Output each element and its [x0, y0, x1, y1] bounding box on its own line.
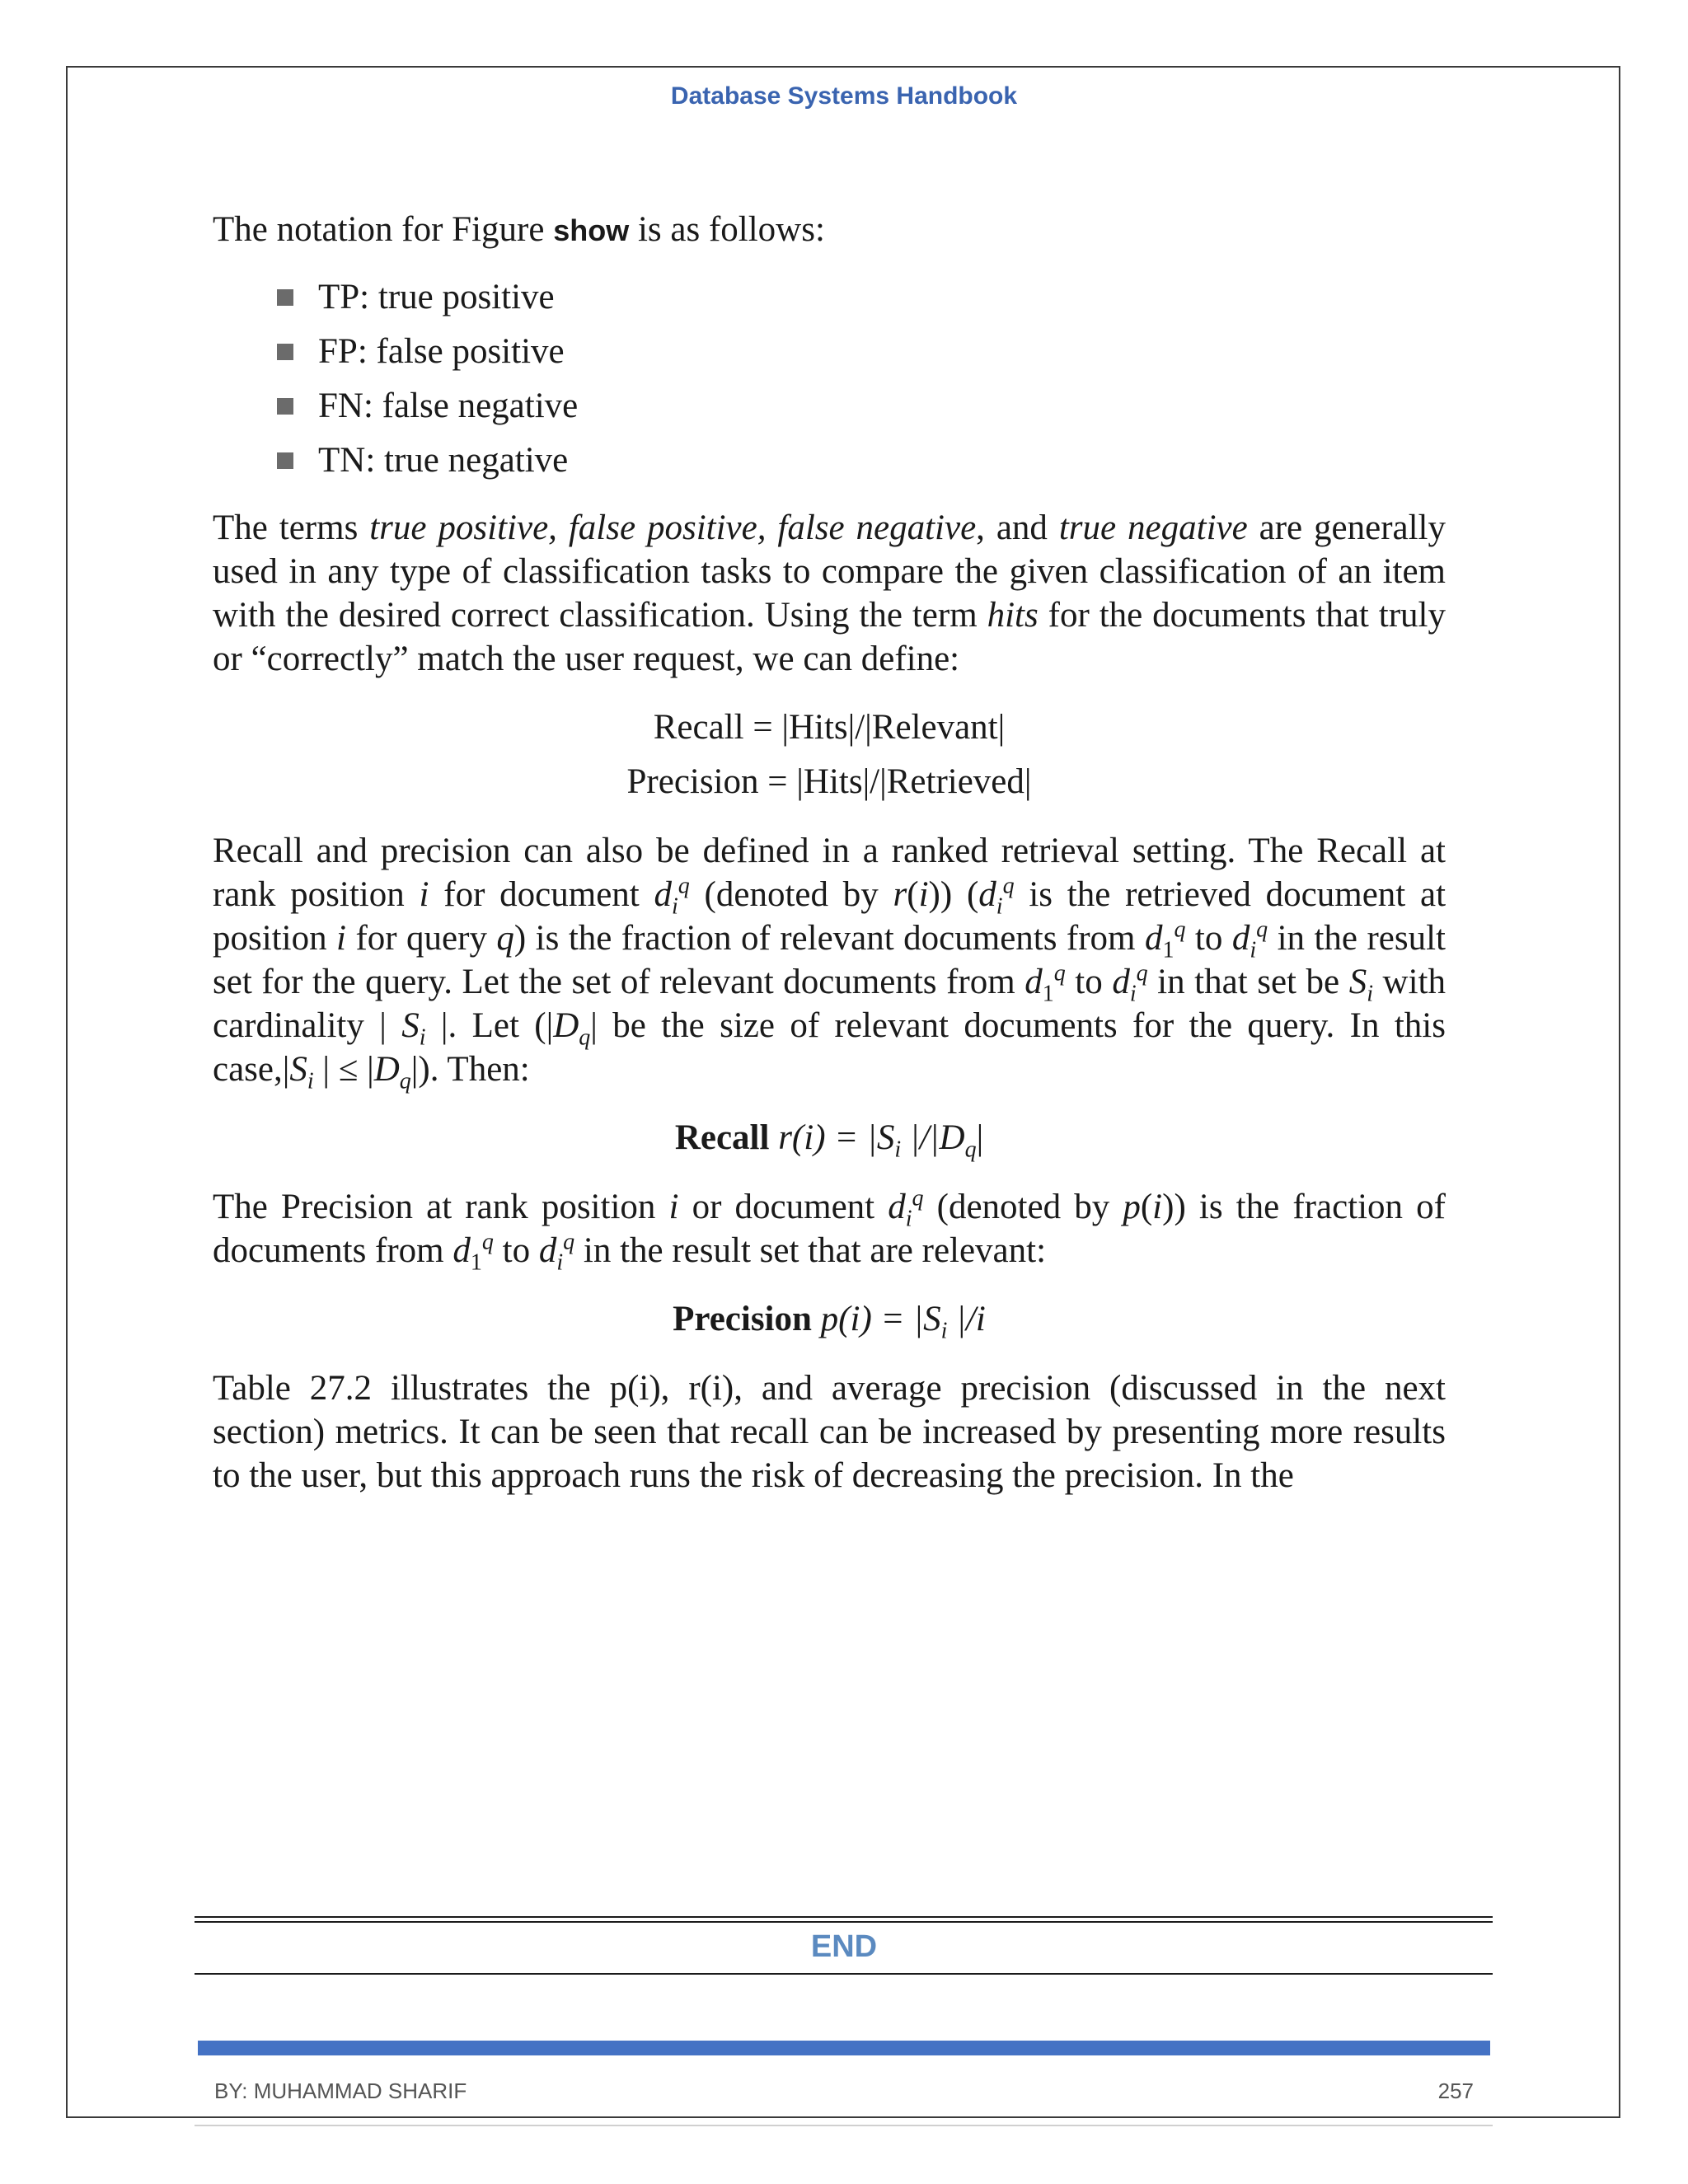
list-item	[277, 325, 1446, 379]
end-divider-bottom	[195, 1973, 1493, 1975]
intro-text-after: is as follows:	[629, 210, 825, 249]
precision-at-rank-equation: Precision $p(i) = |S_i$ |/i	[673, 1300, 986, 1344]
page-number: 257	[1437, 2079, 1474, 2103]
recall-at-rank-equation: Recall $r(i) = |S_i$ $|/|D_q|$	[674, 1118, 984, 1163]
paragraph-ranked-retrieval: Recall and precision can also be defined in a ranked retrieval setting. The Recall at rank position i for document $d_i^q$ (denoted by r(i)) ($d_i^q$ is the retrieved document at position i for query q) is the fraction of relevant documents from $d_1^q$ to $d_i^q$ in the result set for the query. Let the set of relevant documents from $d_1^q$ to $d_i^q$ in that set be $S_i$ with cardinality | $S_i$ |. Let ($|D_q|$ be the size of relevant documents for the query. In this $case,|S_i$ | ≤ $|D_q|$). Then:	[213, 832, 1447, 1094]
recall-equation: Recall = |Hits|/|Relevant|	[653, 708, 1006, 747]
page-content	[213, 208, 1446, 1517]
figure-reference: show	[553, 213, 630, 247]
list-item-text: FN: false negative	[318, 387, 579, 425]
square-bullet-icon	[277, 452, 293, 469]
square-bullet-icon	[277, 344, 293, 360]
footer-divider	[195, 2125, 1493, 2126]
list-item	[277, 434, 1446, 488]
paragraph-table-reference: Table 27.2 illustrates the p(i), r(i), and average precision (discussed in the next section) metrics. It can be seen that recall can be increased by presenting more results to the user, but this approach runs the risk of decreasing the precision. In the	[213, 1369, 1446, 1495]
square-bullet-icon	[277, 398, 293, 415]
footer-accent-bar	[198, 2041, 1490, 2055]
list-item-text: TN: true negative	[318, 441, 569, 480]
end-divider-top	[195, 1916, 1493, 1918]
list-item-text: FP: false positive	[318, 332, 565, 371]
footer-author: BY: MUHAMMAD SHARIF	[214, 2079, 467, 2103]
page-header-title: Database Systems Handbook	[670, 82, 1018, 110]
list-item	[277, 379, 1446, 434]
list-item	[277, 270, 1446, 325]
paragraph-terms: The terms true positive, false positive, false negative, and true negative are generally used in any type of classification tasks to compare the given classification of an item with the desired correct classification. Using the term hits for the documents that truly or “correctly” match the user request, we can define:	[213, 509, 1447, 678]
notation-list	[213, 270, 1446, 488]
square-bullet-icon	[277, 289, 293, 306]
intro-text-before: The notation for Figure	[213, 210, 554, 249]
intro-line	[213, 208, 1446, 252]
list-item-text: TP: true positive	[318, 278, 555, 316]
end-divider-top-double	[195, 1921, 1493, 1923]
definition-equations	[213, 701, 1446, 809]
precision-equation: Precision = |Hits|/|Retrieved|	[626, 762, 1032, 801]
end-marker: END	[810, 1929, 878, 1964]
paragraph-precision-rank: The Precision at rank position i or document $d_i^q$ (denoted by p(i)) is the fraction of documents from $d_1^q$ to $d_i^q$ in the result set that are relevant:	[213, 1185, 1446, 1276]
